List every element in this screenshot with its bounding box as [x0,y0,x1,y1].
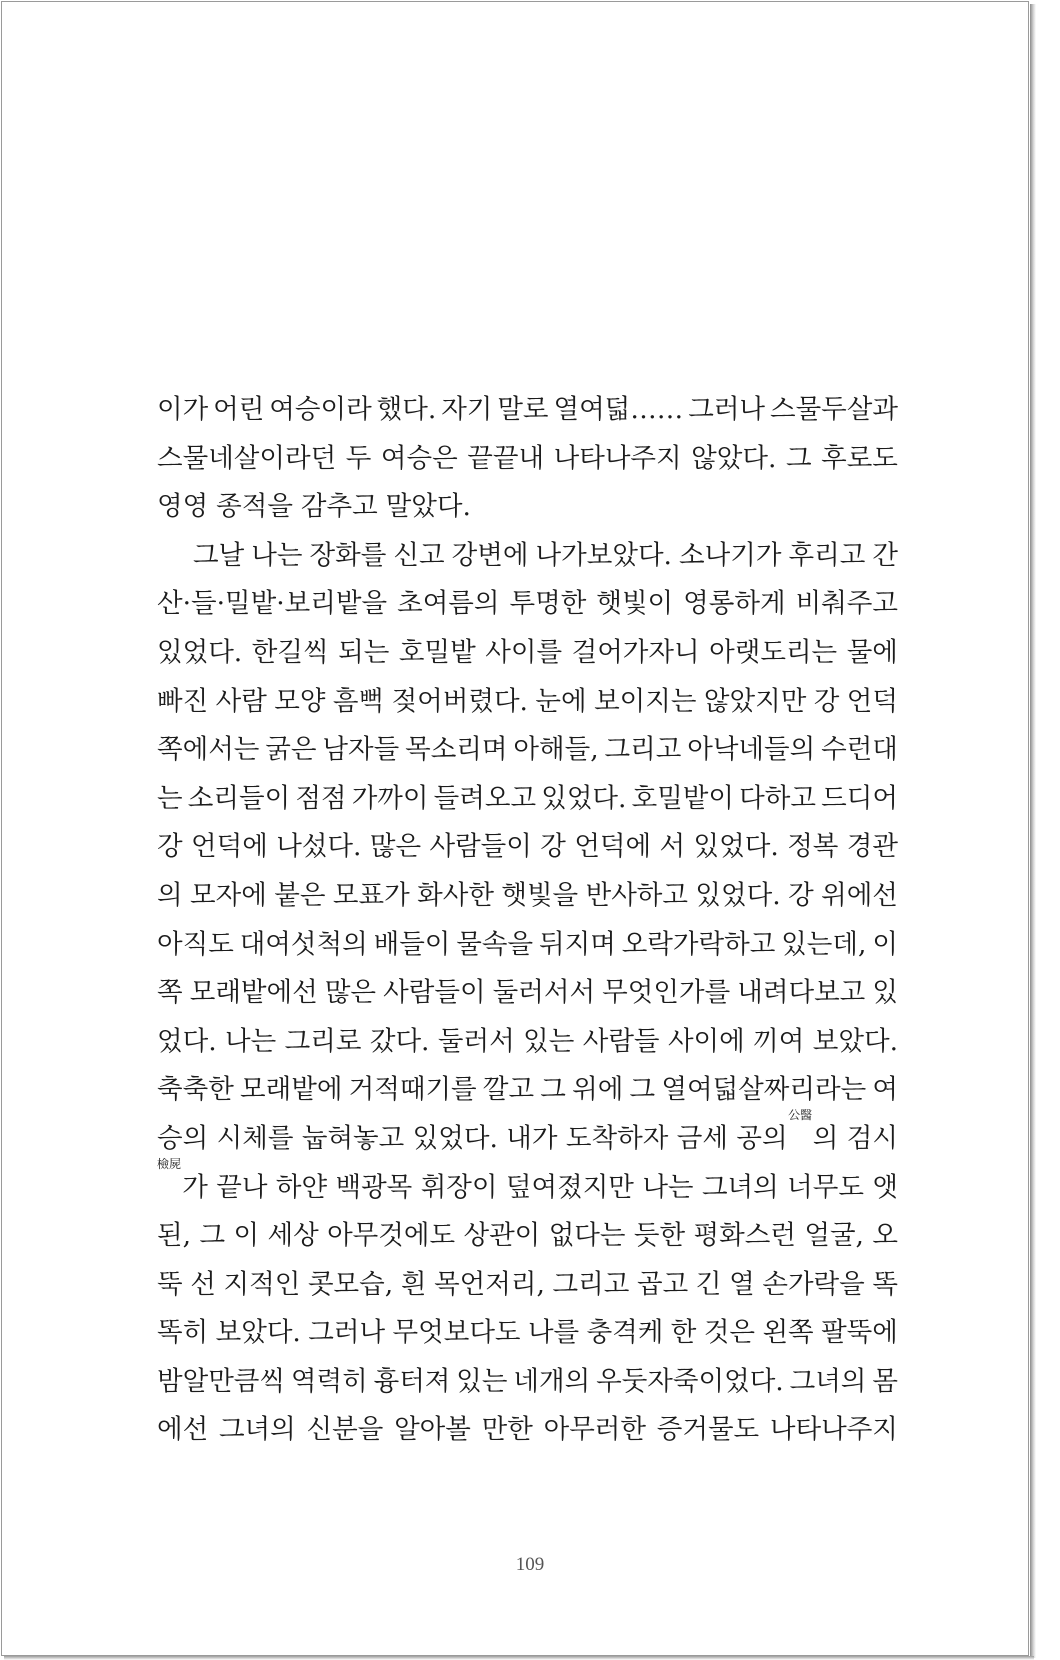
word: 끝끝내 [467,442,545,474]
word: 여승이라 [269,394,372,425]
line-segment: 승의 시체를 눕혀놓고 있었다. 내가 도착하자 금세 공의 [157,1122,788,1154]
word: 목언저리, [434,1268,545,1300]
word: 곱고 [637,1268,689,1300]
word: 모자에 [190,879,267,911]
word: 증거물도 [656,1414,760,1446]
word: 알아볼 [394,1414,471,1446]
word: 비춰주고 [795,588,898,620]
word: 되는 [338,636,390,668]
word: 말로 [497,394,549,425]
word: 초여름의 [397,588,500,620]
word: 반사하고 [585,879,688,911]
word: 강변에 [451,539,529,571]
word: 끼여 [753,1025,805,1057]
word: 강 [540,831,566,863]
text-line [157,532,898,581]
word: 사람들이 [383,977,486,1009]
word: 한 [670,1317,697,1349]
word: 없다는 [548,1220,626,1252]
word: 나타나주지 [553,442,682,474]
text-line [157,629,898,678]
word: 열 [729,1268,755,1300]
text-line [157,1261,898,1310]
word: 장화를 [309,539,387,571]
word: 두 [345,442,372,474]
word: 강 [157,831,183,863]
word: 목소리며 [405,734,508,766]
word: 영영 [157,491,209,523]
word: 뒤지며 [539,928,616,960]
word: 호밀밭이 [631,782,735,814]
text-line [157,823,898,872]
page-shadow-bottom [4,1656,1034,1660]
word: 지적인 [223,1268,301,1300]
word: 똑히 [157,1317,209,1349]
word: 역력히 [290,1365,368,1397]
word: 그 [785,442,812,474]
word: 그 [629,1074,656,1106]
word: 화사한 [417,879,494,911]
word: 햇빛이 [596,588,674,620]
hanja-annotation-geomsi: 檢屍 [157,1156,182,1171]
word: 나는 [251,539,303,571]
word: 것은 [703,1317,756,1349]
word: 사이를 [485,636,563,668]
text-line [157,483,898,532]
word: 쪽에서는 [157,734,260,766]
word: 투명한 [509,588,587,620]
word: 밤알만큼씩 [157,1365,285,1397]
word: 아무러한 [543,1414,646,1446]
word: 수런대 [821,734,898,766]
word: 그러나 [308,1317,386,1349]
word: 사람들 [582,1025,660,1057]
text-line [157,435,898,484]
word: 걸어가자니 [571,636,700,668]
word: 산·들·밀밭·보리밭을 [157,588,388,620]
word: 했다. [376,394,437,425]
word: 대여섯척의 [239,928,368,960]
word: 었다. [157,1025,217,1057]
word: 보았다. [215,1317,301,1349]
text-line [157,969,898,1018]
word: 배들이 [373,928,451,960]
word: 똑 [872,1268,898,1300]
word: 나를 [527,1317,580,1349]
word: 있었다. [541,782,627,814]
word: 흰 [400,1268,427,1300]
word: 많은 [324,977,377,1009]
word: 언덕에 [574,831,652,863]
text-line [157,775,898,824]
word: 흠뻑 [332,685,385,717]
word: 둘러서 [437,1025,515,1057]
word: 왼쪽 [762,1317,814,1349]
word: 사이에 [667,1025,745,1057]
word: 듯한 [633,1220,686,1252]
word: 아해들, [513,734,599,766]
word: 여 [872,1074,898,1106]
word: 흉터져 [373,1365,451,1397]
word: 그리로 [284,1025,362,1057]
word: 자기 [441,394,493,425]
word: 뚝 [157,1268,183,1300]
word: 만한 [481,1414,533,1446]
word: 손가락을 [762,1268,865,1300]
word: 평화스런 [693,1220,796,1252]
word: 그리고 [604,734,682,766]
word: 거적때기를 [348,1074,477,1106]
text-line [157,1212,898,1261]
word: 나는 [225,1025,277,1057]
word: 충격케 [586,1317,664,1349]
word: 우둣자죽이었다. [596,1365,784,1397]
word: 열여덟살짜리라는 [661,1074,867,1106]
word: 축축한 [157,1074,234,1106]
body-text [157,386,898,1455]
word: 무엇인가를 [602,977,731,1009]
word: 그 [199,1220,226,1252]
word: 드디어 [821,782,898,814]
word: 다하고 [739,782,816,814]
word: 의 [157,879,183,911]
word: 사람들이 [429,831,532,863]
word: 남자들 [322,734,400,766]
word: 신분을 [306,1414,384,1446]
word: 팔뚝에 [821,1317,898,1349]
word: 있는 [456,1365,508,1397]
word: 보이지는 [594,685,697,717]
word: 한길씩 [251,636,329,668]
word: 얼굴, [804,1220,864,1252]
word: 말았다. [385,491,471,523]
word: 여승은 [380,442,458,474]
word: 사람 [215,685,267,717]
word: 나섰다. [276,831,362,863]
word: 갔다. [369,1025,430,1057]
text-line [157,580,898,629]
word: 모양 [274,685,326,717]
word: 종적을 [216,491,293,523]
word: 위에 [572,1074,624,1106]
word: 있는데, [781,928,867,960]
word: 상관이 [463,1220,541,1252]
word: 눈에 [535,685,587,717]
word: 아직도 [157,928,234,960]
word: 보았다. [812,1025,898,1057]
word: 그녀의 [789,1365,867,1397]
page-shadow [1030,4,1036,1658]
word: 모래밭에선 [189,977,318,1009]
word: 이 [872,928,898,960]
text-line [157,872,898,921]
word: 모래밭에 [240,1074,343,1106]
text-line [157,1309,898,1358]
text-line [157,1066,898,1115]
word: 콧모습, [307,1268,394,1300]
word: 네개의 [513,1365,591,1397]
word: 물속을 [456,928,534,960]
word: 선 [190,1268,216,1300]
word: 있었다. [693,831,779,863]
word: 소리들이 [187,782,291,814]
word: 아랫도리는 [709,636,838,668]
word: 어린 [213,394,265,425]
text-line [157,1018,898,1067]
page-number: 109 [515,1554,545,1575]
word: 그날 [193,539,245,571]
word: 후로도 [821,442,898,474]
word: 경관 [846,831,898,863]
text-line [157,1358,898,1407]
word: 아낙네들의 [687,734,816,766]
word: 그러나 [688,394,766,425]
word: 는 [157,782,183,814]
word: 열여덟…… [553,394,684,425]
text-line [157,921,898,970]
word: 스물두살과 [769,394,898,425]
line-segment: 의 검시 [812,1122,898,1154]
word: 많은 [369,831,422,863]
word: 그 [540,1074,566,1106]
word: 나가보았다. [535,539,672,571]
word: 오락가락하고 [621,928,776,960]
word: 쪽 [157,977,183,1009]
word: 소나기가 [679,539,782,571]
word: 영롱하게 [683,588,786,620]
word: 강 [813,685,840,717]
word: 몸 [872,1365,898,1397]
text-line [157,1156,898,1213]
word: 나타나주지 [769,1414,898,1446]
word: 서 [659,831,686,863]
word: 있었다. [157,636,243,668]
word: 않았다. [691,442,777,474]
word: 오 [872,1220,898,1252]
word: 정복 [787,831,839,863]
word: 세상 [267,1220,319,1252]
word: 들려오고 [433,782,537,814]
word: 가까이 [351,782,429,814]
word: 점점 [295,782,347,814]
word: 있었다. [695,879,781,911]
word: 신고 [393,539,445,571]
text-line [157,386,898,435]
word: 젖어버렸다. [391,685,528,717]
word: 아무것에도 [327,1220,456,1252]
word: 간 [872,539,898,571]
text-line [157,726,898,775]
word: 그리고 [552,1268,630,1300]
word: 스물네살이라던 [157,442,337,474]
word: 무엇보다도 [392,1317,521,1349]
word: 긴 [695,1268,722,1300]
word: 감추고 [300,491,378,523]
word: 이가 [157,394,209,425]
word: 언덕 [846,685,898,717]
word: 내려다보고 [737,977,866,1009]
text-line [157,1107,898,1164]
text-line [157,1406,898,1455]
hanja-annotation-gongui: 公醫 [788,1107,813,1122]
word: 있 [872,977,898,1009]
word: 강 [788,879,814,911]
line-segment: 가 끝나 하얀 백광목 휘장이 덮여졌지만 나는 그녀의 너무도 앳 [182,1171,898,1203]
word: 그녀의 [218,1414,296,1446]
word: 호밀밭 [398,636,476,668]
word: 언덕에 [191,831,268,863]
word: 햇빛을 [501,879,579,911]
word: 된, [157,1220,192,1252]
word: 모표가 [332,879,410,911]
word: 물에 [846,636,898,668]
word: 에선 [157,1414,209,1446]
word: 있는 [523,1025,575,1057]
word: 붙은 [274,879,326,911]
word: 굵은 [265,734,317,766]
word: 후리고 [788,539,866,571]
word: 위에선 [821,879,898,911]
word: 둘러서서 [492,977,596,1009]
text-line [157,678,898,727]
word: 않았지만 [703,685,807,717]
word: 깔고 [482,1074,535,1106]
word: 이 [233,1220,260,1252]
word: 빠진 [157,685,209,717]
